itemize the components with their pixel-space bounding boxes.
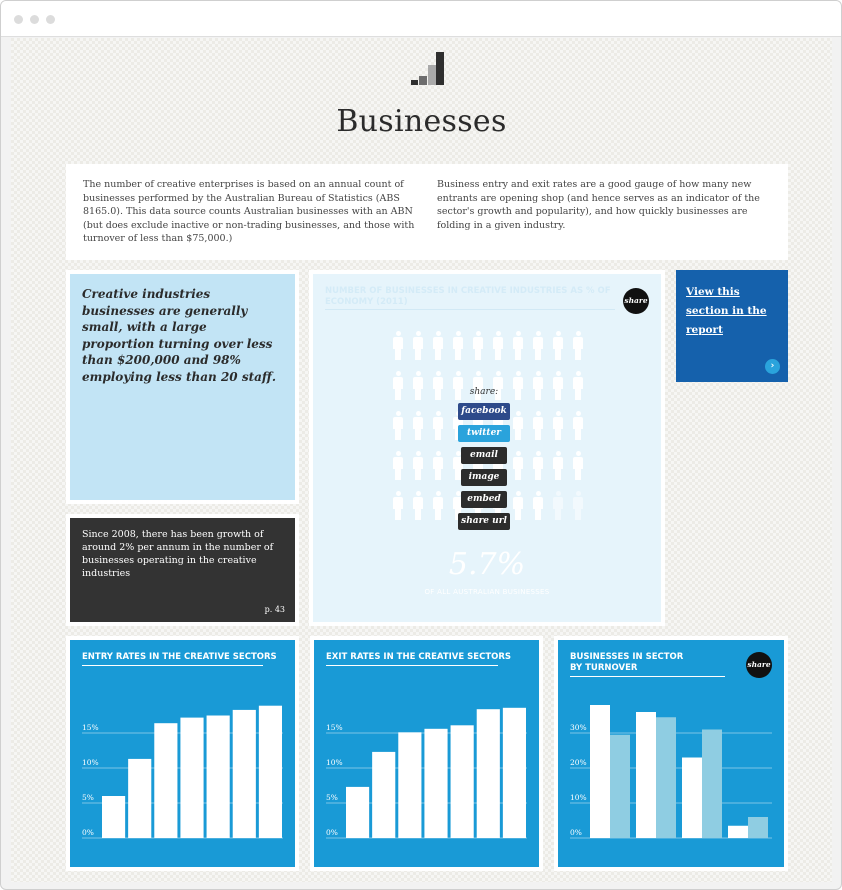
bar (748, 817, 768, 838)
chart-title: ENTRY RATES IN THE CREATIVE SECTORS (82, 652, 277, 662)
person-icon (573, 491, 583, 521)
person-icon (393, 491, 403, 521)
bar (656, 717, 676, 838)
person-icon (413, 451, 423, 481)
infographic-panel (313, 274, 661, 622)
infographic-tile (309, 270, 665, 626)
person-icon (533, 371, 543, 401)
bar (477, 709, 500, 838)
person-icon (573, 371, 583, 401)
person-icon (393, 331, 403, 361)
person-icon (433, 411, 443, 441)
logo-icon (411, 51, 445, 85)
title-underline (325, 309, 615, 310)
exit-rates-chart-tile (310, 636, 543, 871)
person-icon (533, 491, 543, 521)
infographic-title: NUMBER OF BUSINESSES IN CREATIVE INDUSTRIES AS % OF ECONOMY (2011) (325, 286, 611, 307)
big-percentage: 5.7% (448, 547, 526, 582)
person-icon (413, 491, 423, 521)
bar (180, 718, 203, 838)
window-dot-icon[interactable] (14, 15, 23, 24)
person-icon (433, 451, 443, 481)
bar (154, 723, 177, 838)
quote-panel (70, 274, 295, 500)
bar (728, 826, 748, 838)
view-report-link[interactable]: View this section in the report (686, 286, 767, 336)
intro-panel (66, 164, 788, 260)
person-icon (533, 331, 543, 361)
person-icon (413, 331, 423, 361)
person-icon (513, 451, 523, 481)
bar (424, 729, 447, 838)
bar-chart (558, 640, 784, 867)
person-icon (533, 411, 543, 441)
person-icon (393, 371, 403, 401)
bar (233, 710, 256, 838)
share-option-button[interactable]: embed (461, 491, 507, 508)
y-tick-label: 15% (326, 723, 343, 732)
person-icon (553, 491, 563, 521)
chevron-right-icon[interactable]: › (765, 359, 780, 374)
person-icon (573, 331, 583, 361)
person-icon (433, 331, 443, 361)
person-icon (573, 411, 583, 441)
stat-tile (66, 514, 299, 626)
view-report-tile[interactable] (676, 270, 788, 382)
y-tick-label: 0% (326, 828, 338, 837)
person-icon (493, 331, 503, 361)
y-tick-label: 10% (570, 793, 587, 802)
bar (682, 758, 702, 839)
intro-left-text: The number of creative enterprises is based on an annual count of businesses performed by the Australian Bureau of Statistics (ABS 8165.0). This data source counts Australian businesses with an ABN (but does exclude inactive or non-trading businesses, and those with turnover of less than $75,000.) (83, 179, 415, 244)
person-icon (513, 491, 523, 521)
bar (372, 752, 395, 838)
chart-title: BUSINESSES IN SECTOR BY TURNOVER (570, 652, 684, 673)
share-menu (454, 387, 514, 535)
bar (346, 787, 369, 838)
share-button[interactable]: share (623, 288, 649, 314)
person-icon (513, 411, 523, 441)
stat-text: Since 2008, there has been growth of around 2% per annum in the number of businesses operating in the creative industries (82, 529, 274, 579)
y-tick-label: 5% (82, 793, 94, 802)
bar (102, 796, 125, 838)
share-menu-label: share: (469, 387, 499, 397)
bar (702, 730, 722, 839)
stat-panel (70, 518, 295, 622)
y-tick-label: 10% (82, 758, 99, 767)
quote-text: Creative industries businesses are generally small, with a large proportion turning over less than $200,000 and 98% employing less than 20 staff. (82, 287, 276, 384)
y-tick-label: 10% (326, 758, 343, 767)
y-tick-label: 0% (570, 828, 582, 837)
person-icon (473, 331, 483, 361)
bar (636, 712, 656, 838)
bar (207, 716, 230, 839)
person-icon (393, 411, 403, 441)
bar (451, 725, 474, 838)
turnover-chart-tile (554, 636, 788, 871)
bar (128, 759, 151, 838)
share-option-button[interactable]: email (461, 447, 507, 464)
person-icon (413, 371, 423, 401)
y-tick-label: 30% (570, 723, 587, 732)
person-icon (393, 451, 403, 481)
person-icon (573, 451, 583, 481)
person-icon (533, 451, 543, 481)
quote-tile (66, 270, 299, 504)
intro-right-text: Business entry and exit rates are a good gauge of how many new entrants are opening shop (and hence serves as an indicator of the sector's growth and popularity), and how quickly businesses are folding in a given industry. (437, 179, 760, 231)
chart-title: EXIT RATES IN THE CREATIVE SECTORS (326, 652, 512, 662)
person-icon (513, 331, 523, 361)
report-page (11, 38, 832, 882)
share-option-button[interactable]: share url (458, 513, 510, 530)
bar-chart (314, 640, 539, 867)
page-title: Businesses (336, 104, 507, 139)
person-icon (433, 371, 443, 401)
bar (259, 706, 282, 838)
y-tick-label: 5% (326, 793, 338, 802)
y-tick-label: 15% (82, 723, 99, 732)
chart-panel (314, 640, 539, 867)
share-button[interactable]: share (746, 652, 772, 678)
y-tick-label: 20% (570, 758, 587, 767)
person-icon (413, 411, 423, 441)
person-icon (553, 411, 563, 441)
bar (398, 732, 421, 838)
bar (590, 705, 610, 838)
share-option-button[interactable]: image (461, 469, 507, 486)
window-titlebar (1, 1, 841, 37)
person-icon (553, 331, 563, 361)
bar (610, 735, 630, 838)
person-icon (453, 331, 463, 361)
person-icon (553, 371, 563, 401)
entry-rates-chart-tile (66, 636, 299, 871)
window-dot-icon[interactable] (30, 15, 39, 24)
chart-panel (70, 640, 295, 867)
share-option-button[interactable]: facebook (458, 403, 510, 420)
bar-chart (70, 640, 295, 867)
person-icon (553, 451, 563, 481)
chart-panel (558, 640, 784, 867)
share-option-button[interactable]: twitter (458, 425, 510, 442)
y-tick-label: 0% (82, 828, 94, 837)
window-dot-icon[interactable] (46, 15, 55, 24)
person-icon (513, 371, 523, 401)
bar (503, 708, 526, 838)
big-percentage-caption: OF ALL AUSTRALIAN BUSINESSES (424, 588, 550, 596)
person-icon (433, 491, 443, 521)
page-reference: p. 43 (264, 605, 285, 614)
